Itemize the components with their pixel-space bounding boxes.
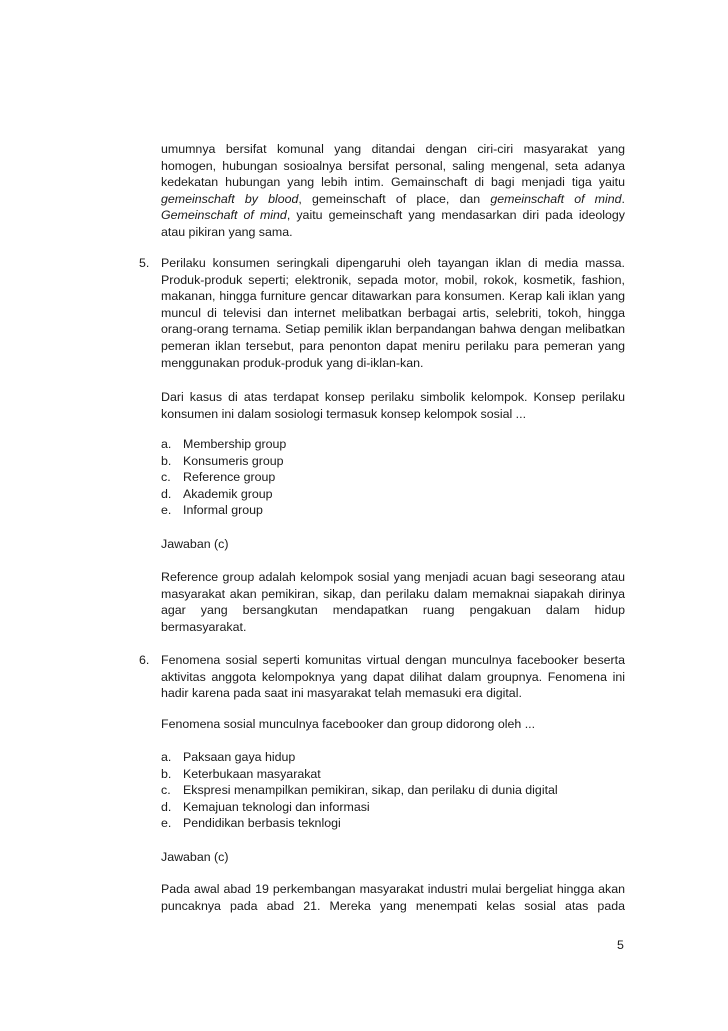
intro-line-italic: Gemeinschaft of mind, yaitu gemeinschaft yang mendasarkan diri pada ideology	[161, 208, 625, 223]
question-number: 6.	[139, 653, 150, 667]
option-text: Pendidikan berbasis teknlogi	[183, 816, 341, 830]
q5-line: pemeran iklan tersebut, para penonton dapat meniru perilaku para pemeran yang	[161, 338, 625, 353]
option-letter: d.	[161, 799, 172, 814]
q6-paragraph	[161, 652, 625, 702]
option-d	[161, 486, 273, 503]
q6-explanation	[161, 881, 625, 914]
option-a	[161, 749, 295, 766]
q5-explanation-line: agar yang bersangkutan mendapatkan ruang pengakuan dalam hidup	[161, 603, 625, 618]
option-letter: a.	[161, 750, 172, 764]
option-text: Keterbukaan masyarakat	[183, 766, 321, 781]
option-e	[161, 815, 341, 832]
intro-line: kedekatan hubungan yang lebih intim. Gemainschaft di bagi menjadi tiga yaitu	[161, 175, 625, 190]
option-letter: d.	[161, 486, 172, 501]
option-text: Membership group	[183, 437, 287, 451]
q6-line: Fenomena sosial seperti komunitas virtual dengan munculnya facebooker beserta	[161, 653, 625, 667]
q5-line: Produk-produk seperti; elektronik, sepada motor, mobil, rokok, kosmetik, fashion,	[161, 272, 625, 287]
option-c	[161, 469, 275, 486]
q6-line: aktivitas anggota kelompoknya yang dapat dilihat dalam groupnya. Fenomena ini	[161, 669, 625, 684]
option-letter: c.	[161, 783, 171, 797]
option-text: Konsumeris group	[183, 453, 284, 468]
q6-answer: Jawaban (c)	[161, 850, 229, 864]
q5-paragraph	[161, 255, 625, 371]
option-text: Akademik group	[183, 486, 273, 501]
intro-line-italic: gemeinschaft by blood, gemeinschaft of place, dan gemeinschaft of mind.	[161, 191, 625, 206]
q5-answer: Jawaban (c)	[161, 537, 229, 551]
q5-line: Perilaku konsumen seringkali dipengaruhi oleh tayangan iklan di media massa.	[161, 256, 625, 270]
intro-line: homogen, hubungan sosioalnya bersifat personal, saling mengenal, seta adanya	[161, 158, 625, 173]
q5-question-line: Dari kasus di atas terdapat konsep perilaku simbolik kelompok. Konsep perilaku	[161, 390, 625, 404]
option-b	[161, 766, 321, 783]
option-e	[161, 502, 263, 519]
option-letter: b.	[161, 453, 172, 468]
q6-question: Fenomena sosial munculnya facebooker dan group didorong oleh ...	[161, 717, 536, 731]
q6-line: hadir karena pada saat ini masyarakat telah memasuki era digital.	[161, 686, 522, 701]
option-c	[161, 782, 558, 799]
option-text: Kemajuan teknologi dan informasi	[183, 799, 370, 814]
q5-line: makanan, hingga furniture gencar ditawarkan para konsumen. Kerap kali iklan yang	[161, 289, 625, 304]
option-letter: e.	[161, 503, 172, 517]
q5-question-line: konsumen ini dalam sosiologi termasuk konsep kelompok sosial ...	[161, 406, 527, 421]
option-b	[161, 453, 284, 470]
question-number: 5.	[139, 256, 150, 270]
intro-line: atau pikiran yang sama.	[161, 224, 293, 239]
q5-explanation-line: bermasyarakat.	[161, 619, 247, 634]
option-text: Reference group	[183, 470, 276, 484]
q5-question	[161, 389, 625, 422]
q5-explanation-line: Reference group adalah kelompok sosial yang menjadi acuan bagi seseorang atau	[161, 570, 625, 584]
option-letter: b.	[161, 766, 172, 781]
q5-line: orang-orang ternama. Setiap pemilik iklan berpandangan bahwa dengan melibatkan	[161, 322, 625, 337]
intro-line: umumnya bersifat komunal yang ditandai dengan ciri-ciri masyarakat yang	[161, 142, 625, 156]
page-number: 5	[617, 938, 624, 952]
option-letter: a.	[161, 437, 172, 451]
q5-line: menggunakan produk-produk yang di-iklan-kan.	[161, 355, 424, 370]
q6-explanation-line: Pada awal abad 19 perkembangan masyarakat industri mulai bergeliat hingga akan	[161, 882, 625, 896]
option-text: Paksaan gaya hidup	[183, 750, 296, 764]
q6-explanation-line: puncaknya pada abad 21. Mereka yang menempati kelas sosial atas pada	[161, 898, 625, 913]
option-letter: e.	[161, 816, 172, 830]
q5-explanation	[161, 569, 625, 635]
option-text: Ekspresi menampilkan pemikiran, sikap, dan perilaku di dunia digital	[183, 783, 558, 797]
q5-explanation-line: masyarakat akan pemikiran, sikap, dan perilaku dalam memaknai siapakah dirinya	[161, 586, 625, 601]
option-d	[161, 799, 370, 816]
option-letter: c.	[161, 470, 171, 484]
q5-line: muncul di televisi dan internet melibatkan berbagai artis, selebriti, tokoh, hingga	[161, 305, 625, 320]
option-text: Informal group	[183, 503, 263, 517]
intro-paragraph	[161, 141, 625, 241]
option-a	[161, 436, 286, 453]
